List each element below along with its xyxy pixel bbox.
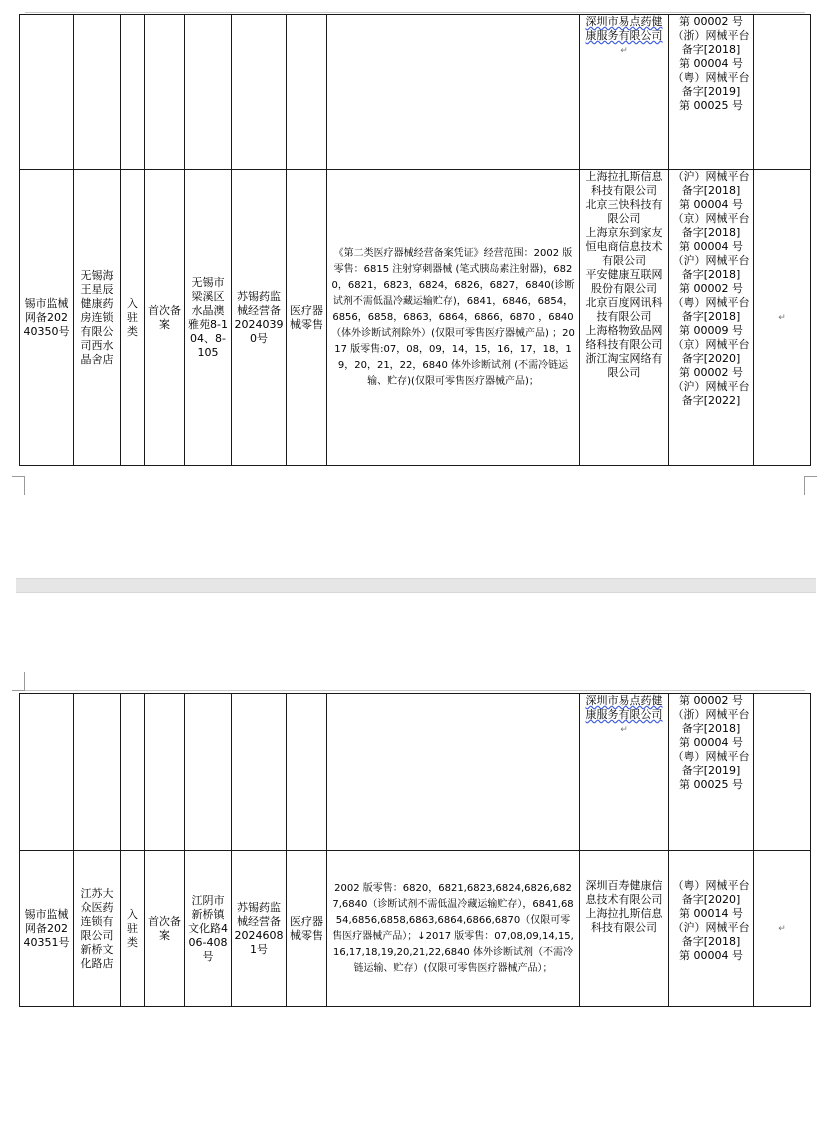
platform-cell (580, 170, 679, 466)
business-category: 医疗器械零售 (287, 851, 327, 1007)
business-scope: 2002 版零售：6820，6821,6823,6824,6826,6827,6840（诊断试剂不需低温冷藏运输贮存），6841,6854,6856,6858,6863,6864,6866,6870（仅限可零售医疗器械产品）；↓2017 版零售：07,08,09,14,15,16,17,18,19,20,21,22,6840 体外诊断试剂（不需冷链运输、贮存）(仅限可零售医疗器械产品）； (327, 851, 580, 1007)
platform-cell (580, 851, 669, 1007)
filing-line: 第 00004 号 (679, 240, 743, 253)
page2-top-rule (25, 690, 805, 691)
table-row (20, 15, 811, 170)
remark-cell: ↵ (754, 170, 811, 466)
filing-line: 第 00025 号 (679, 778, 743, 791)
remark-cell: ↵ (754, 851, 811, 1007)
filing-line: 第 00002 号 (679, 694, 743, 707)
page1-top-rule (25, 12, 805, 13)
filing-line: 第 00004 号 (679, 57, 743, 70)
filing-line: 第 00014 号 (679, 907, 743, 920)
business-address: 无锡市梁溪区水晶澳雅苑8-104、8-105 (185, 170, 232, 466)
platform-name: 北京三快科技有限公司 (585, 198, 663, 225)
company-name: 无锡海王星辰健康药房连锁有限公司西水晶舍店 (74, 170, 121, 466)
business-scope: 《第二类医疗器械经营备案凭证》经营范围：2002 版零售：6815 注射穿刺器械 (笔式胰岛素注射器)，6820，6821，6823，6824，6826，6827，6840(诊断试剂不需低温冷藏运输贮存)，6841，6846，6854，6856，6858，6863，6864，6866，6870 ，6840（体外诊断试剂除外）(仅限可零售医疗器械产品) ；2017 版零售:07，08，09，14，15，16，17，18，19，20，21，22，6840 体外诊断试剂 (不需冷链运输、贮存)(仅限可零售医疗器械产品)； (327, 170, 580, 466)
platform-name: 上海拉扎斯信息科技有限公司 (585, 907, 663, 934)
filing-cell (669, 694, 754, 851)
platform-name: 深圳市易点药健康服务有限公司 (585, 15, 663, 42)
filing-line: （浙）网械平台备字[2018] (672, 708, 750, 735)
license-number: 苏锡药监械经营备20240390号 (232, 170, 287, 466)
platform-cell: 深圳市易点药健康服务有限公司 ↵ (580, 694, 669, 851)
filing-line: （京）网械平台备字[2018] (672, 212, 750, 239)
filing-line: （沪）网械平台备字[2018] (672, 921, 750, 948)
filing-line: 第 00002 号 (679, 282, 743, 295)
company-name: 江苏大众医药连锁有限公司新桥文化路店 (74, 851, 121, 1007)
filing-line: 第 00009 号 (679, 324, 743, 337)
entry-type: 入驻类 (121, 851, 145, 1007)
table-row (20, 851, 811, 1007)
platform-name: 上海拉扎斯信息科技有限公司 (585, 170, 663, 197)
filing-line: （浙）网械平台备字[2018] (672, 29, 750, 56)
platform-cell: 深圳市易点药健康服务有限公司 ↵ (580, 15, 669, 170)
filing-line: 第 00004 号 (679, 198, 743, 211)
table-row (20, 170, 811, 466)
page-gap (16, 578, 816, 593)
business-address: 江阴市新桥镇文化路406-408号 (185, 851, 232, 1007)
filing-line: （粤）网械平台备字[2018] (672, 296, 750, 323)
table-row (20, 694, 811, 851)
filing-cell (669, 851, 754, 1007)
filing-type: 首次备案 (145, 170, 185, 466)
platform-name: 平安健康互联网股份有限公司 北京百度网讯科技有限公司 (585, 268, 679, 323)
record-table-page1 (19, 14, 811, 466)
filing-line: （粤）网械平台备字[2019] (672, 750, 750, 777)
filing-cell (669, 15, 754, 170)
platform-name: 深圳百寿健康信息技术有限公司 (585, 879, 663, 906)
crop-mark (12, 672, 25, 691)
filing-line: 第 00002 号 (679, 366, 743, 379)
filing-line: （沪）网械平台备字[2018] (672, 170, 750, 197)
filing-line: 第 00025 号 (679, 99, 743, 112)
crop-mark (12, 476, 25, 495)
record-table-page2 (19, 693, 811, 1007)
entry-type: 入驻类 (121, 170, 145, 466)
filing-line: （京）网械平台备字[2020] (672, 338, 750, 365)
filing-line: 第 00004 号 (679, 736, 743, 749)
filing-line: （粤）网械平台备字[2019] (672, 71, 750, 98)
filing-line: （沪）网械平台备字[2022] (672, 380, 750, 407)
filing-line: （沪）网械平台备字[2018] (672, 254, 750, 281)
filing-type: 首次备案 (145, 851, 185, 1007)
license-number: 苏锡药监械经营备20246081号 (232, 851, 287, 1007)
filing-line: 第 00004 号 (679, 949, 743, 962)
filing-line: 第 00002 号 (679, 15, 743, 28)
filing-cell (669, 170, 754, 466)
filing-line: （粤）网械平台备字[2020] (672, 879, 750, 906)
business-category: 医疗器械零售 (287, 170, 327, 466)
crop-mark (804, 476, 817, 495)
platform-name: 上海京东到家友恒电商信息技术有限公司 (585, 226, 663, 267)
platform-name: 深圳市易点药健康服务有限公司 (585, 694, 663, 721)
platform-name: 上海格物致品网络科技有限公司浙江淘宝网络有限公司 (585, 324, 663, 379)
record-number: 锡市监械网备20240350号 (20, 170, 74, 466)
record-number: 锡市监械网备20240351号 (20, 851, 74, 1007)
